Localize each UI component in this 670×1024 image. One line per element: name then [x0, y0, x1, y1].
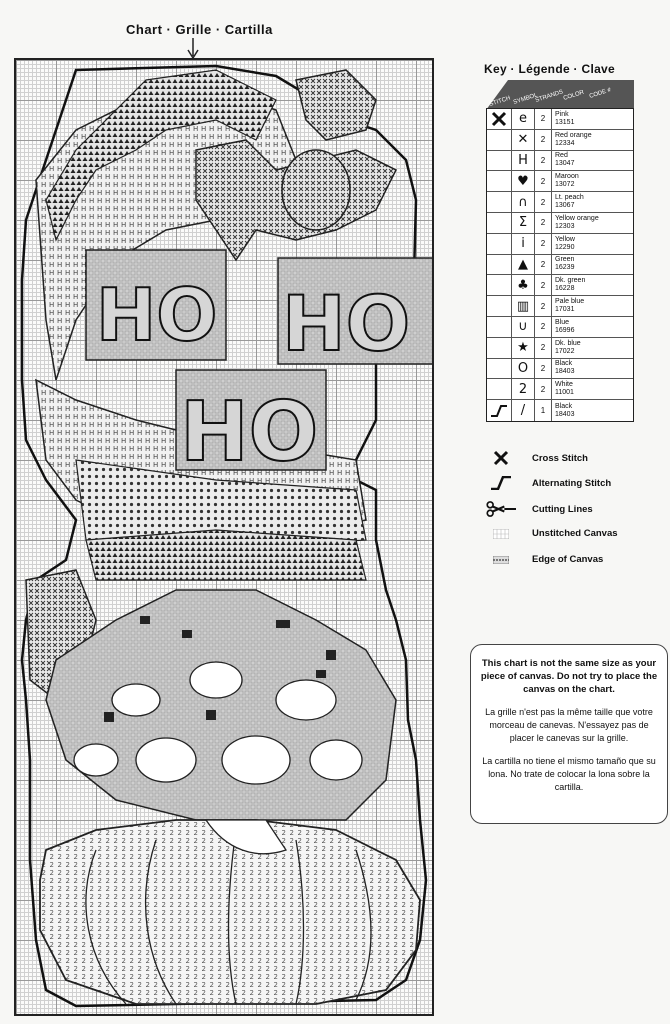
note-english: This chart is not the same size as your piece of canvas. Do not try to place the canvas on the chart.	[480, 658, 658, 695]
key-row	[487, 213, 633, 234]
key-strands: 2	[535, 192, 552, 212]
key-code: 13072	[555, 181, 575, 189]
key-row	[487, 151, 633, 172]
legend-label: Unstitched Canvas	[532, 528, 618, 539]
key-strands: 2	[535, 255, 552, 275]
key-color: Pink	[555, 110, 569, 118]
key-row	[487, 400, 633, 421]
key-code: 12334	[555, 139, 575, 147]
key-table	[486, 108, 634, 422]
legend-cutting-lines	[486, 500, 593, 518]
key-strands: 2	[535, 379, 552, 399]
key-code: 18403	[555, 410, 575, 418]
key-symbol: ★	[512, 338, 535, 358]
key-strands: 2	[535, 338, 552, 358]
cross-stitch-icon	[486, 450, 516, 466]
legend-label: Cross Stitch	[532, 452, 588, 464]
canvas-edge-icon	[486, 556, 516, 564]
key-code: 13151	[555, 118, 575, 126]
key-row	[487, 130, 633, 151]
ho-letters-1: HO	[96, 273, 218, 357]
key-column-header	[486, 80, 634, 110]
legend-alternating-stitch	[486, 476, 611, 490]
key-code: 12290	[555, 243, 575, 251]
key-color: Dk. blue	[555, 339, 581, 347]
arrow-down-icon	[186, 38, 200, 60]
canvas-grid-icon	[486, 529, 516, 539]
legend-edge-of-canvas	[486, 554, 603, 565]
key-code: 17022	[555, 347, 575, 355]
key-color: Dk. green	[555, 277, 586, 285]
alternating-stitch-icon	[486, 476, 516, 490]
key-symbol: ✕	[512, 130, 535, 150]
chart-title: Chart · Grille · Cartilla	[126, 22, 273, 37]
legend-label: Edge of Canvas	[532, 554, 604, 565]
legend-cross-stitch	[486, 450, 588, 466]
key-strands: 2	[535, 151, 552, 171]
legend-label: Alternating Stitch	[532, 477, 612, 489]
key-strands: 2	[535, 296, 552, 316]
key-code: 13067	[555, 202, 575, 210]
key-row	[487, 109, 633, 130]
key-code: 11001	[555, 389, 574, 397]
col-stitch: STITCH	[488, 95, 512, 108]
scissors-icon	[486, 500, 516, 518]
key-symbol: e	[512, 109, 535, 129]
key-symbol: ♥	[512, 171, 535, 191]
key-color: Black	[555, 360, 573, 368]
col-symbol: SYMBOL	[512, 92, 539, 106]
key-code: 18403	[555, 368, 575, 376]
key-color: Green	[555, 256, 575, 264]
key-row	[487, 359, 633, 380]
ho-letters-3: HO	[180, 385, 319, 480]
key-strands: 2	[535, 213, 552, 233]
ho-letters-2: HO	[282, 279, 411, 368]
note-spanish: La cartilla no tiene el mismo tamaño que su lona. No trate de colocar la lona sobre la cartilla.	[482, 756, 656, 792]
key-symbol: O	[512, 359, 535, 379]
key-strands: 2	[535, 171, 552, 191]
key-row	[487, 192, 633, 213]
col-color: COLOR	[562, 89, 585, 102]
key-code: 16996	[555, 326, 575, 334]
key-color: Red orange	[555, 131, 592, 139]
key-color: Blue	[555, 318, 570, 326]
key-color: Maroon	[555, 173, 579, 181]
key-row	[487, 255, 633, 276]
key-color: Lt. peach	[555, 194, 584, 202]
key-row	[487, 171, 633, 192]
key-color: White	[555, 381, 573, 389]
key-strands: 2	[535, 275, 552, 295]
key-color: Yellow	[555, 235, 575, 243]
key-code: 13047	[555, 160, 575, 168]
key-symbol: Σ	[512, 213, 535, 233]
key-color: Yellow orange	[555, 214, 599, 222]
key-symbol: ▥	[512, 296, 535, 316]
key-color: Black	[555, 402, 573, 410]
key-code: 16239	[555, 264, 575, 272]
key-strands: 2	[535, 317, 552, 337]
key-title: Key · Légende · Clave	[484, 62, 616, 76]
key-code: 17031	[555, 306, 575, 314]
key-symbol: /	[512, 400, 535, 421]
cross-stitch-chart	[14, 58, 434, 1016]
key-strands: 2	[535, 234, 552, 254]
key-row	[487, 234, 633, 255]
key-strands: 1	[535, 400, 552, 421]
key-symbol: ▲	[512, 255, 535, 275]
key-symbol: 2	[512, 379, 535, 399]
key-strands: 2	[535, 109, 552, 129]
key-row	[487, 338, 633, 359]
cross-stitch-icon	[487, 109, 512, 129]
key-symbol: ∪	[512, 317, 535, 337]
key-code: 16228	[555, 285, 575, 293]
key-row	[487, 275, 633, 296]
key-color: Red	[555, 152, 568, 160]
key-strands: 2	[535, 130, 552, 150]
alternating-stitch-icon	[487, 400, 512, 421]
key-code: 12303	[555, 222, 575, 230]
size-note	[470, 644, 668, 824]
key-row	[487, 296, 633, 317]
key-row	[487, 317, 633, 338]
note-french: La grille n'est pas la même taille que votre morceau de canevas. N'essayez pas de placer le canevas sur la grille.	[485, 707, 653, 743]
key-row	[487, 379, 633, 400]
key-color: Pale blue	[555, 298, 585, 306]
chart-artwork	[16, 60, 432, 1014]
col-code: CODE #	[588, 87, 612, 100]
legend-unstitched-canvas	[486, 528, 618, 539]
key-symbol: ∩	[512, 192, 535, 212]
key-symbol: H	[512, 151, 535, 171]
legend-label: Cutting Lines	[532, 503, 593, 515]
key-symbol: i	[512, 234, 535, 254]
key-strands: 2	[535, 359, 552, 379]
key-symbol: ♣	[512, 275, 535, 295]
col-strands: STRANDS	[534, 89, 564, 104]
